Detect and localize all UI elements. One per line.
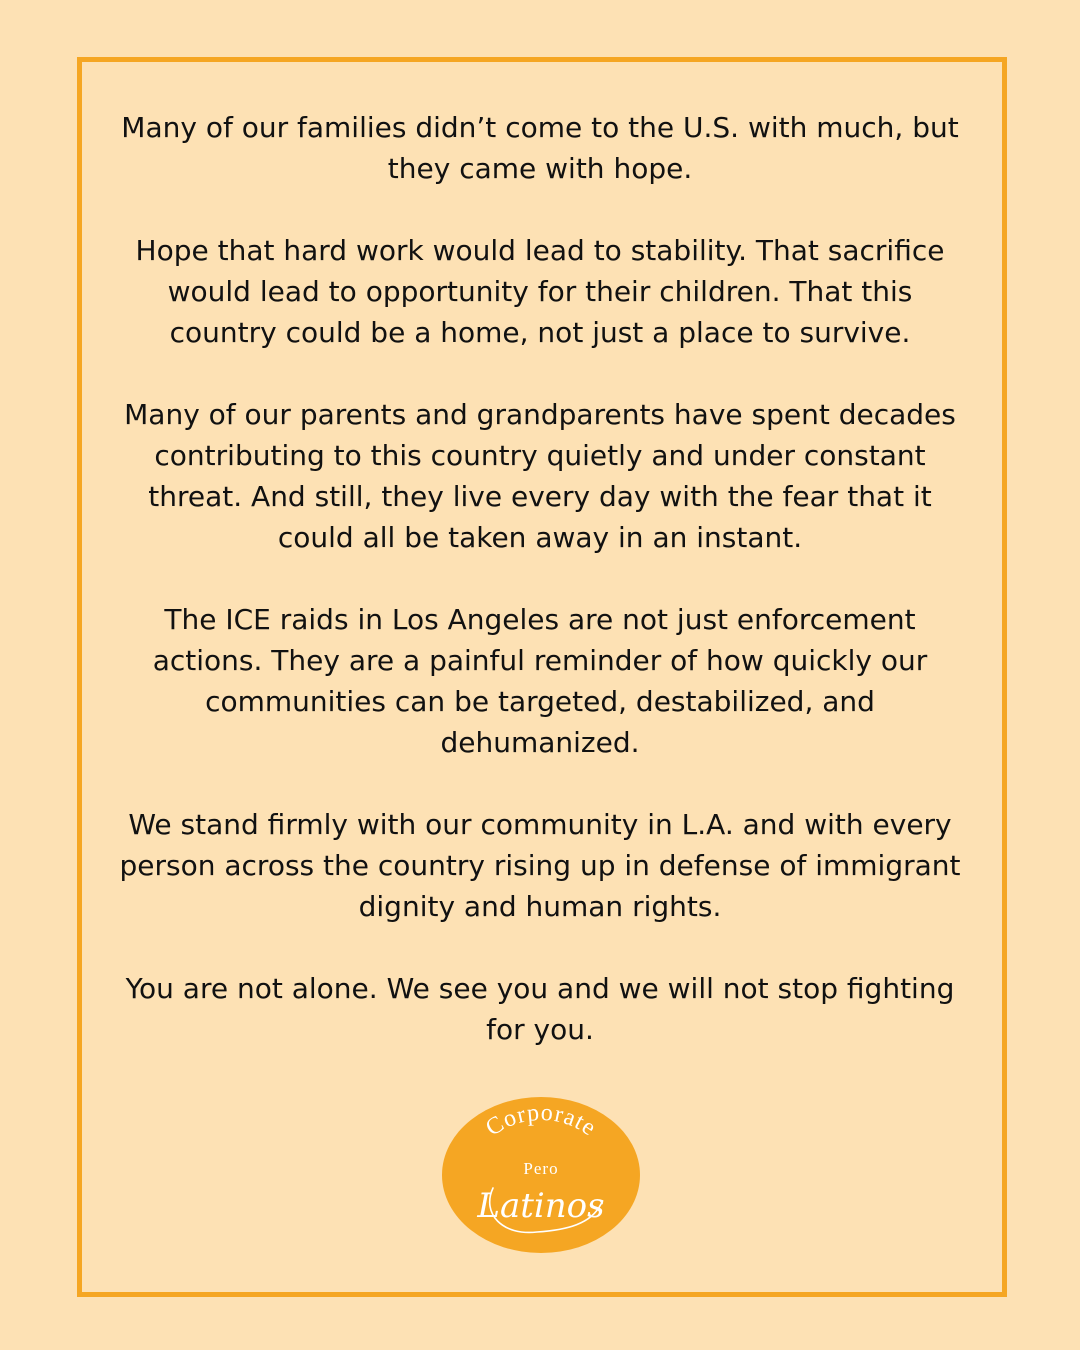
paragraph-1: Many of our families didn’t come to the U.S. with much, but they came with hope. [121,111,959,185]
paragraph-3: Many of our parents and grandparents have spent decades contributing to this country quietly and under constant threat. And still, they live every day with the fear that it could all be taken away in an instant. [124,398,956,554]
paragraph-4: The ICE raids in Los Angeles are not just enforcement actions. They are a painful reminder of how quickly our communities can be targeted, destabilized, and dehumanized. [152,603,928,759]
paragraph-5: We stand firmly with our community in L.A. and with every person across the country rising up in defense of immigrant dignity and human rights. [119,808,961,923]
logo-line-3: Latinos [477,1186,605,1226]
logo-line-1: Corporate [481,1099,602,1142]
brand-logo-icon [441,1096,641,1254]
paragraph-2: Hope that hard work would lead to stability. That sacrifice would lead to opportunity for their children. That this country could be a home, not just a place to survive. [135,234,945,349]
statement-text [112,107,968,1050]
logo-line-2: Pero [523,1159,559,1178]
paragraph-6: You are not alone. We see you and we will not stop fighting for you. [125,972,955,1046]
